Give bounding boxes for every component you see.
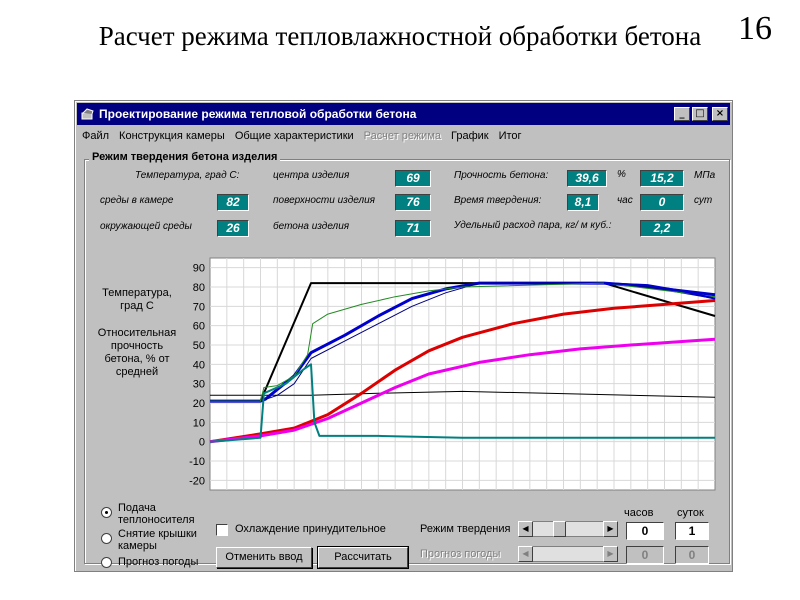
forecast-scroll-right-icon[interactable]: ▶	[603, 546, 618, 562]
days-header: суток	[677, 507, 704, 519]
curing-chart	[180, 254, 725, 494]
temp-axis-label: Температура, град С	[102, 287, 172, 312]
y-tick-label: -20	[189, 475, 205, 488]
menu-file[interactable]: Файл	[82, 129, 110, 142]
y-tick-label: 60	[192, 320, 205, 333]
ambient-value: 26	[217, 220, 249, 237]
y-tick-label: -10	[189, 456, 205, 468]
forecast-days-field[interactable]: 0	[675, 546, 709, 564]
days-value: 0	[640, 194, 684, 211]
strength-pct-value: 39,6	[567, 170, 607, 187]
y-tick-label: 10	[192, 417, 205, 430]
y-tick-label: 70	[192, 301, 205, 314]
radio-lid[interactable]	[101, 533, 112, 544]
concrete-label: бетона изделия	[273, 221, 350, 232]
temp-header: Температура, град С:	[135, 170, 240, 181]
maximize-button[interactable]: □	[692, 107, 708, 121]
forecast-scroll-left-icon[interactable]: ◀	[518, 546, 533, 562]
radio-supply[interactable]	[101, 507, 112, 518]
radio-lid-label: Снятие крышки камеры	[118, 528, 197, 552]
medium-label: среды в камере	[100, 195, 174, 206]
y-tick-label: 40	[192, 359, 205, 372]
mode-label: Режим твердения	[420, 523, 511, 535]
window-title: Проектирование режима тепловой обработки бетона	[99, 107, 417, 121]
pct-unit: %	[617, 169, 626, 180]
y-tick-label: 20	[192, 398, 205, 410]
surface-value: 76	[395, 194, 431, 211]
surface-label: поверхности изделия	[273, 195, 375, 206]
hours-value: 8,1	[567, 194, 599, 211]
cooling-checkbox-label: Охлаждение принудительное	[235, 523, 386, 535]
menu-chart[interactable]: График	[451, 129, 489, 142]
radio-weather[interactable]	[101, 557, 112, 568]
group-title: Режим твердения бетона изделия	[89, 151, 280, 163]
mode-scrollbar[interactable]	[518, 521, 618, 537]
radio-weather-label: Прогноз погоды	[118, 556, 199, 568]
strength-mpa-value: 15,2	[640, 170, 684, 187]
close-button[interactable]: ×	[712, 107, 728, 121]
center-value: 69	[395, 170, 431, 187]
y-tick-label: 90	[192, 262, 205, 275]
menu-calculation[interactable]: Расчет режима	[363, 129, 441, 142]
concrete-value: 71	[395, 220, 431, 237]
strength-label: Прочность бетона:	[454, 170, 549, 181]
center-label: центра изделия	[273, 170, 350, 181]
scroll-left-icon[interactable]: ◀	[518, 521, 533, 537]
slide-title: Расчет режима тепловлажностной обработки бетона	[98, 21, 702, 51]
y-tick-label: 0	[198, 436, 205, 449]
forecast-hours-field[interactable]: 0	[626, 546, 664, 564]
minimize-button[interactable]: _	[674, 107, 690, 121]
menu-bar	[77, 126, 730, 145]
y-tick-label: 30	[192, 378, 205, 391]
steam-label: Удельный расход пара, кг/ м куб.:	[454, 220, 612, 231]
mpa-unit: МПа	[694, 170, 716, 181]
ambient-label: окружающей среды	[100, 221, 192, 232]
cancel-button[interactable]: Отменить ввод	[216, 547, 312, 568]
strength-axis-label: Относительная прочность бетона, % от средней	[97, 327, 177, 378]
y-tick-label: 50	[192, 340, 205, 352]
slide-number: 16	[738, 10, 772, 47]
medium-value: 82	[217, 194, 249, 211]
title-bar[interactable]	[77, 103, 730, 125]
scroll-right-icon[interactable]: ▶	[603, 521, 618, 537]
forecast-label: Прогноз погоды	[420, 548, 501, 560]
concrete-app-icon	[81, 107, 95, 121]
hours-header: часов	[624, 507, 654, 519]
days-unit: сут	[694, 195, 713, 206]
y-tick-label: 80	[192, 282, 205, 294]
menu-chamber[interactable]: Конструкция камеры	[119, 129, 225, 142]
cooling-checkbox[interactable]	[216, 524, 228, 536]
hours-unit: час	[617, 195, 633, 206]
forecast-scrollbar[interactable]	[518, 546, 618, 562]
steam-value: 2,2	[640, 220, 684, 237]
hours-field[interactable]: 0	[626, 522, 664, 540]
calculate-button[interactable]: Рассчитать	[318, 547, 408, 568]
menu-general[interactable]: Общие характеристики	[234, 129, 354, 142]
days-field[interactable]: 1	[675, 522, 709, 540]
mode-scroll-thumb[interactable]	[553, 521, 566, 537]
menu-summary[interactable]: Итог	[498, 129, 522, 142]
hardening-label: Время твердения:	[454, 195, 542, 206]
radio-supply-label: Подача теплоносителя	[118, 502, 195, 526]
